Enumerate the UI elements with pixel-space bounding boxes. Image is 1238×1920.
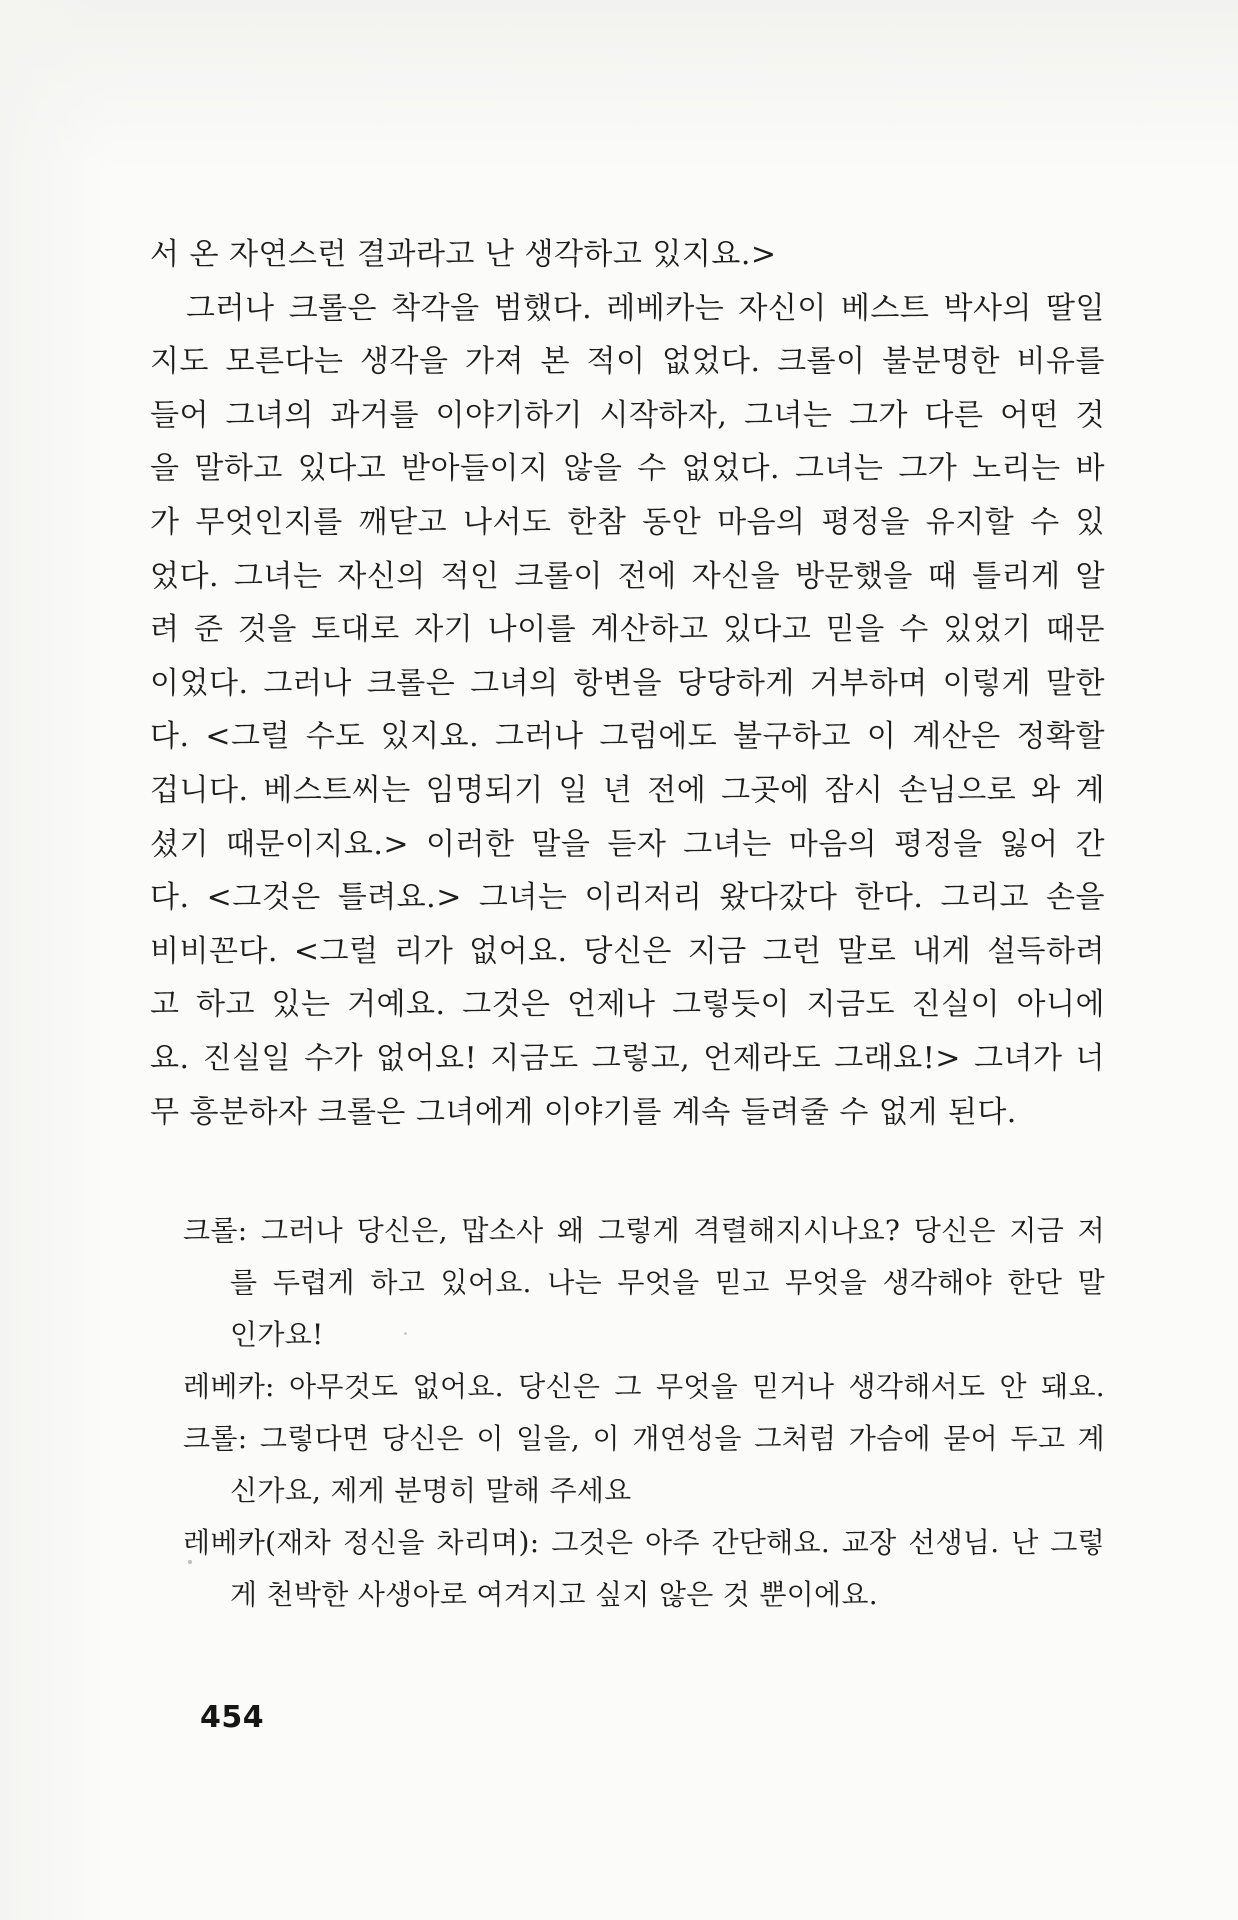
text-block bbox=[150, 228, 1105, 1621]
main-paragraph bbox=[150, 228, 1105, 1139]
scan-speck bbox=[404, 1332, 407, 1335]
paragraph-line: 셨기 때문이지요.> 이러한 말을 듣자 그녀는 마음의 평정을 잃어 간 bbox=[150, 826, 1105, 862]
paragraph-line: 가 무엇인지를 깨닫고 나서도 한참 동안 마음의 평정을 유지할 수 있 bbox=[150, 504, 1105, 540]
dialogue-line-kroll: 크롤: 그러나 당신은, 맙소사 왜 그렇게 격렬해지시나요? 당신은 지금 저 bbox=[183, 1214, 1105, 1248]
paragraph-line: 비비꼰다. <그럴 리가 없어요. 당신은 지금 그런 말로 내게 설득하려 bbox=[150, 933, 1105, 969]
paragraph-line: 고 하고 있는 거예요. 그것은 언제나 그렇듯이 지금도 진실이 아니에 bbox=[150, 987, 1105, 1023]
dialogue-block bbox=[150, 1205, 1105, 1621]
paragraph-line: 다. <그것은 틀려요.> 그녀는 이리저리 왔다갔다 한다. 그리고 손을 bbox=[150, 880, 1105, 916]
paragraph-line: 겁니다. 베스트씨는 임명되기 일 년 전에 그곳에 잠시 손님으로 와 계 bbox=[150, 772, 1105, 808]
page-number: 454 bbox=[200, 1700, 265, 1735]
scan-shading-top bbox=[0, 0, 1238, 200]
paragraph-line: 들어 그녀의 과거를 이야기하기 시작하자, 그녀는 그가 다른 어떤 것 bbox=[150, 397, 1105, 433]
paragraph-line: 었다. 그녀는 자신의 적인 크롤이 전에 자신을 방문했을 때 틀리게 알 bbox=[150, 558, 1105, 594]
dialogue-line: 인가요! bbox=[230, 1318, 324, 1352]
paragraph-line: 다. <그럴 수도 있지요. 그러나 그럼에도 불구하고 이 계산은 정확할 bbox=[150, 719, 1105, 755]
dialogue-line-rebecca: 레베카(재차 정신을 차리며): 그것은 아주 간단해요. 교장 선생님. 난 그렇 bbox=[183, 1526, 1105, 1560]
dialogue-line: 신가요, 제게 분명히 말해 주세요 bbox=[230, 1474, 632, 1508]
dialogue-line: 를 두렵게 하고 있어요. 나는 무엇을 믿고 무엇을 생각해야 한단 말 bbox=[230, 1266, 1105, 1300]
dialogue-line-rebecca: 레베카: 아무것도 없어요. 당신은 그 무엇을 믿거나 생각해서도 안 돼요. bbox=[183, 1370, 1105, 1404]
paragraph-line: 그러나 크롤은 착각을 범했다. 레베카는 자신이 베스트 박사의 딸일 bbox=[186, 290, 1105, 326]
paragraph-line: 요. 진실일 수가 없어요! 지금도 그렇고, 언제라도 그래요!> 그녀가 너 bbox=[150, 1040, 1105, 1076]
paragraph-line: 무 흥분하자 크롤은 그녀에게 이야기를 계속 들려줄 수 없게 된다. bbox=[150, 1094, 1017, 1130]
scan-speck bbox=[188, 1560, 192, 1564]
paragraph-line: 을 말하고 있다고 받아들이지 않을 수 없었다. 그녀는 그가 노리는 바 bbox=[150, 451, 1105, 487]
paragraph-line: 지도 모른다는 생각을 가져 본 적이 없었다. 크롤이 불분명한 비유를 bbox=[150, 344, 1105, 380]
paragraph-line: 이었다. 그러나 크롤은 그녀의 항변을 당당하게 거부하며 이렇게 말한 bbox=[150, 665, 1105, 701]
dialogue-line: 게 천박한 사생아로 여겨지고 싶지 않은 것 뿐이에요. bbox=[230, 1578, 878, 1612]
scan-shading-left bbox=[0, 0, 120, 1920]
paragraph-line: 서 온 자연스런 결과라고 난 생각하고 있지요.> bbox=[150, 237, 777, 272]
paragraph-line: 려 준 것을 토대로 자기 나이를 계산하고 있다고 믿을 수 있었기 때문 bbox=[150, 612, 1105, 648]
dialogue-line-kroll: 크롤: 그렇다면 당신은 이 일을, 이 개연성을 그처럼 가슴에 묻어 두고 계 bbox=[183, 1422, 1105, 1456]
